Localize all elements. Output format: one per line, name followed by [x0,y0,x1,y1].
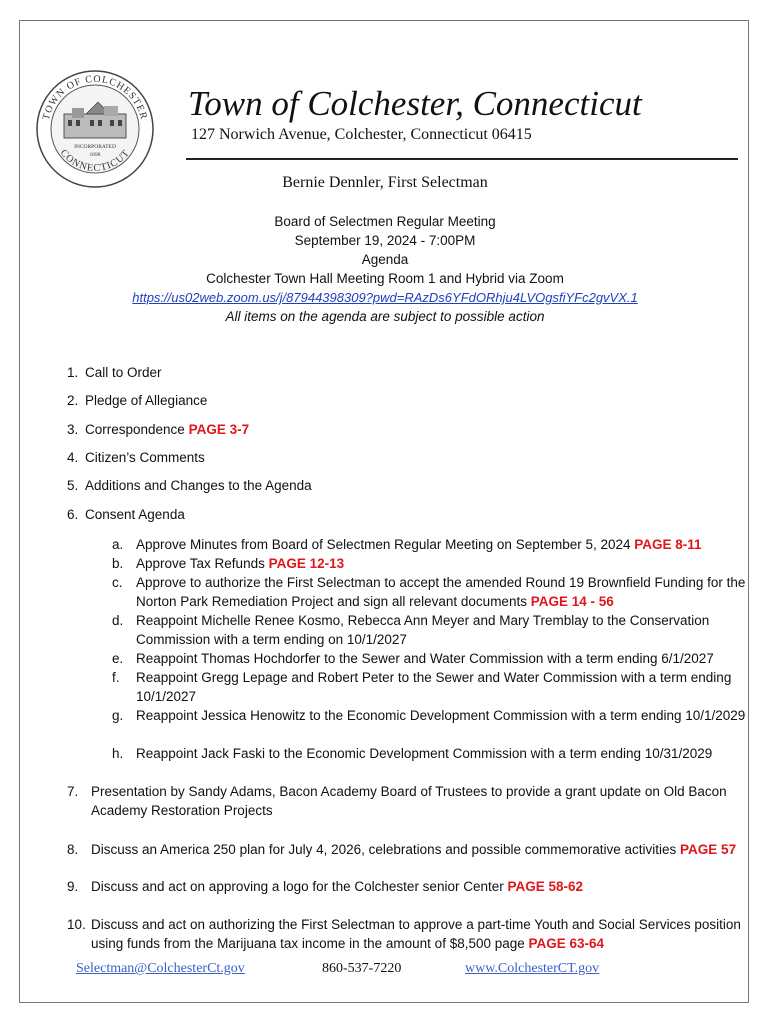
agenda-item: 5. Additions and Changes to the Agenda [67,478,312,493]
meeting-title: Board of Selectmen Regular Meeting [274,214,496,229]
agenda-item: 1. Call to Order [67,365,162,380]
agenda-note: All items on the agenda are subject to possible action [225,309,545,324]
town-address: 127 Norwich Avenue, Colchester, Connecticut 06415 [191,126,532,143]
meeting-date: September 19, 2024 - 7:00PM [294,233,476,248]
first-selectman: Bernie Dennler, First Selectman [282,174,488,191]
footer-phone: 860-537-7220 [322,961,402,976]
agenda-item: 4. Citizen’s Comments [67,450,205,465]
zoom-link[interactable]: https://us02web.zoom.us/j/87944398309?pwd=RAzDs6YFdORhju4LVOgsfiYFc2gvVX.1 [132,290,638,305]
footer-website-link[interactable]: www.ColchesterCT.gov [465,961,600,976]
agenda-item: 3. Correspondence PAGE 3-7 [67,422,250,437]
footer-email-link[interactable]: Selectman@ColchesterCt.gov [76,961,245,976]
svg-text:TOWN OF COLCHESTER: TOWN OF COLCHESTER [40,73,150,122]
agenda-label: Agenda [361,252,409,267]
svg-text:INCORPORATED: INCORPORATED [74,144,116,150]
svg-text:1698: 1698 [89,152,101,158]
svg-text:CONNECTICUT: CONNECTICUT [57,147,133,175]
meeting-location: Colchester Town Hall Meeting Room 1 and Hybrid via Zoom [206,271,564,286]
agenda-item: 2. Pledge of Allegiance [67,393,208,408]
town-title: Town of Colchester, Connecticut [188,84,642,123]
agenda-item: 6. Consent Agenda [67,507,185,522]
town-seal-logo [34,68,156,190]
header-divider [186,158,738,160]
